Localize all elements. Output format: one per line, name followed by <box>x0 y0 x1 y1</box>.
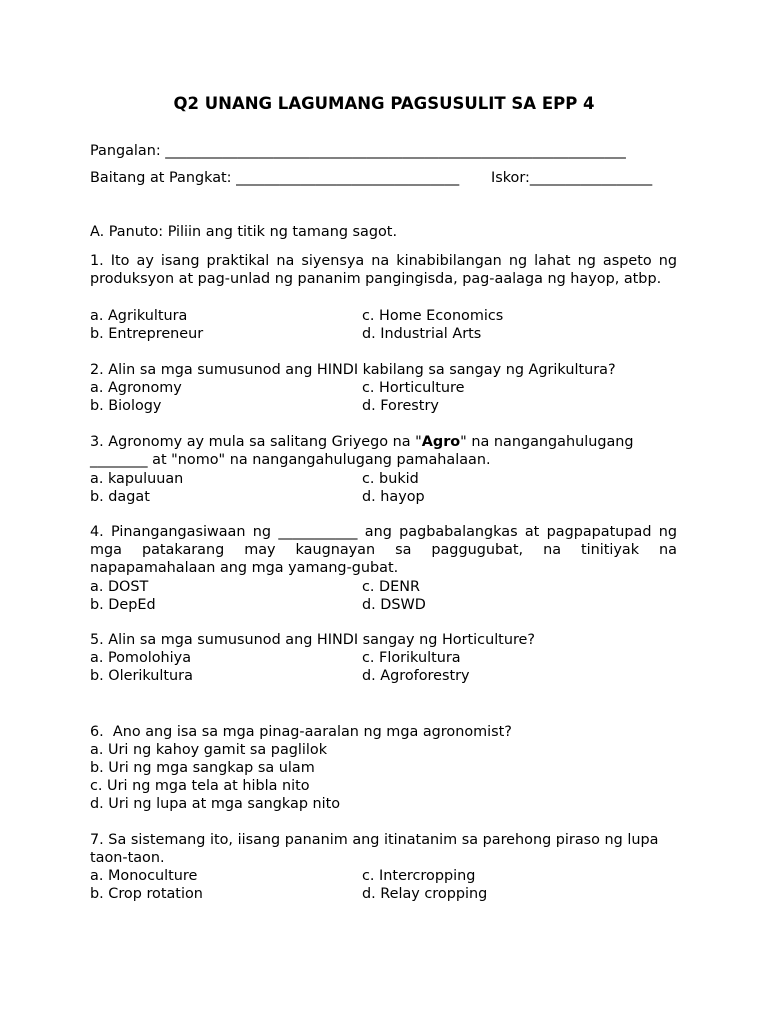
q1-option-d: d. Industrial Arts <box>362 326 482 342</box>
q3-option-a: a. kapuluuan <box>90 471 184 487</box>
q7-option-d: d. Relay cropping <box>362 886 488 902</box>
q6-option-b: b. Uri ng mga sangkap sa ulam <box>90 760 315 776</box>
question-4-text: 4. Pinangangasiwaan ng ___________ ang pagbabalangkas at pagpapatupad ng mga patakarang may kaugnayan sa paggugubat, na tinitiyak na napapamahalaan ang mga yamang-gubat. <box>90 524 677 576</box>
q4-option-a: a. DOST <box>90 579 149 595</box>
q2-option-d: d. Forestry <box>362 398 439 414</box>
q6-option-c: c. Uri ng mga tela at hibla nito <box>90 778 310 794</box>
q3-option-c: c. bukid <box>362 471 419 487</box>
q3-text-before: 3. Agronomy ay mula sa salitang Griyego na " <box>90 434 422 450</box>
q7-option-c: c. Intercropping <box>362 868 476 884</box>
q5-option-d: d. Agroforestry <box>362 668 470 684</box>
question-2-text: 2. Alin sa mga sumusunod ang HINDI kabilang sa sangay ng Agrikultura? <box>90 362 616 378</box>
instructions: A. Panuto: Piliin ang titik ng tamang sagot. <box>90 224 398 240</box>
q7-option-b: b. Crop rotation <box>90 886 203 902</box>
q5-option-b: b. Olerikultura <box>90 668 193 684</box>
q6-option-a: a. Uri ng kahoy gamit sa paglilok <box>90 742 328 758</box>
score-line: Iskor:_________________ <box>491 170 653 186</box>
q1-option-b: b. Entrepreneur <box>90 326 204 342</box>
q4-option-d: d. DSWD <box>362 597 426 613</box>
q3-bold-word: Agro <box>421 434 461 450</box>
q4-option-c: c. DENR <box>362 579 420 595</box>
q2-option-b: b. Biology <box>90 398 162 414</box>
q1-option-c: c. Home Economics <box>362 308 504 324</box>
question-7-text: 7. Sa sistemang ito, iisang pananim ang itinatanim sa parehong piraso ng lupa taon-taon. <box>90 832 659 866</box>
q6-option-d: d. Uri ng lupa at mga sangkap nito <box>90 796 341 812</box>
question-1-text: 1. Ito ay isang praktikal na siyensya na kinabibilangan ng lahat ng aspeto ng produksyon at pag-unlad ng pananim pangingisda, pag-aalaga ng hayop, atbp. <box>90 253 677 287</box>
q4-option-b: b. DepEd <box>90 597 156 613</box>
q3-option-d: d. hayop <box>362 489 425 505</box>
name-field-line: Pangalan: ________________________________________________________________ <box>90 143 626 159</box>
exam-title: Q2 UNANG LAGUMANG PAGSUSULIT SA EPP 4 <box>173 94 595 113</box>
q3-option-b: b. dagat <box>90 489 150 505</box>
question-3-text <box>90 433 677 469</box>
q5-option-a: a. Pomolohiya <box>90 650 192 666</box>
q2-option-c: c. Horticulture <box>362 380 465 396</box>
q1-option-a: a. Agrikultura <box>90 308 188 324</box>
q3-text-after: " na nangangahulugang ________ at "nomo" na nangangahulugang pamahalaan. <box>90 434 634 468</box>
q5-option-c: c. Florikultura <box>362 650 461 666</box>
grade-section-line: Baitang at Pangkat: _______________________________ <box>90 170 460 186</box>
question-6-text: 6. Ano ang isa sa mga pinag-aaralan ng mga agronomist? <box>90 724 512 740</box>
q2-option-a: a. Agronomy <box>90 380 182 396</box>
question-5-text: 5. Alin sa mga sumusunod ang HINDI sangay ng Horticulture? <box>90 632 536 648</box>
q7-option-a: a. Monoculture <box>90 868 198 884</box>
